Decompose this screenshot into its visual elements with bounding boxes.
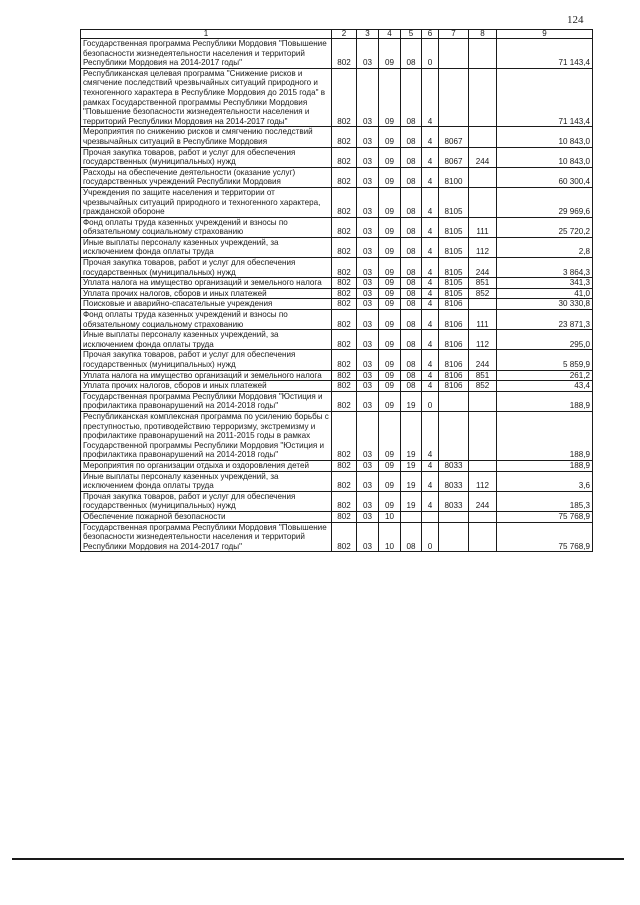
amount-cell: 188,9	[497, 391, 593, 411]
row-name-cell: Уплата налога на имущество организаций и земельного налога	[81, 370, 332, 381]
row-name-cell: Учреждения по защите населения и территории от чрезвычайных ситуаций природного и техногенного характера, гражданской обороне	[81, 187, 332, 217]
row-name-cell: Уплата налога на имущество организаций и земельного налога	[81, 278, 332, 289]
code-cell: 802	[332, 491, 357, 511]
code-cell: 08	[401, 381, 422, 392]
code-cell: 09	[379, 491, 401, 511]
row-name-cell: Фонд оплаты труда казенных учреждений и взносы по обязательному социальному страхованию	[81, 310, 332, 330]
code-cell	[469, 522, 497, 552]
code-cell: 08	[401, 522, 422, 552]
code-cell: 4	[422, 127, 439, 147]
page-number: 124	[567, 14, 584, 26]
code-cell: 802	[332, 68, 357, 127]
code-cell	[469, 167, 497, 187]
table-row	[81, 237, 593, 257]
code-cell: 8105	[439, 237, 469, 257]
amount-cell: 10 843,0	[497, 147, 593, 167]
table-row	[81, 411, 593, 460]
code-cell	[439, 68, 469, 127]
code-cell: 03	[357, 167, 379, 187]
code-cell: 111	[469, 217, 497, 237]
code-cell: 09	[379, 187, 401, 217]
code-cell	[439, 511, 469, 522]
code-cell: 244	[469, 491, 497, 511]
code-cell: 03	[357, 310, 379, 330]
code-cell: 8067	[439, 147, 469, 167]
code-cell: 03	[357, 187, 379, 217]
code-cell: 802	[332, 258, 357, 278]
code-cell: 03	[357, 460, 379, 471]
code-cell: 802	[332, 381, 357, 392]
amount-cell: 3 864,3	[497, 258, 593, 278]
row-name-cell: Мероприятия по снижению рисков и смягчению последствий чрезвычайных ситуаций в Республике Мордовия	[81, 127, 332, 147]
row-name-cell: Уплата прочих налогов, сборов и иных платежей	[81, 288, 332, 299]
code-cell: 09	[379, 299, 401, 310]
code-cell: 19	[401, 491, 422, 511]
code-cell: 09	[379, 258, 401, 278]
row-name-cell: Государственная программа Республики Мордовия "Повышение безопасности жизнедеятельности населения и территорий Республики Мордовия на 2014-2017 годы"	[81, 522, 332, 552]
amount-cell: 29 969,6	[497, 187, 593, 217]
code-cell: 802	[332, 187, 357, 217]
table-body	[81, 39, 593, 552]
code-cell: 10	[379, 522, 401, 552]
code-cell	[469, 187, 497, 217]
table-row	[81, 288, 593, 299]
code-cell: 8106	[439, 310, 469, 330]
code-cell: 802	[332, 147, 357, 167]
code-cell: 03	[357, 68, 379, 127]
code-cell: 08	[401, 147, 422, 167]
row-name-cell: Прочая закупка товаров, работ и услуг для обеспечения государственных (муниципальных) нужд	[81, 350, 332, 370]
table-row	[81, 127, 593, 147]
code-cell: 802	[332, 391, 357, 411]
code-cell	[401, 511, 422, 522]
code-cell: 244	[469, 147, 497, 167]
table-row	[81, 167, 593, 187]
code-cell: 19	[401, 391, 422, 411]
table-row	[81, 147, 593, 167]
amount-cell: 71 143,4	[497, 68, 593, 127]
code-cell: 112	[469, 237, 497, 257]
code-cell: 112	[469, 471, 497, 491]
code-cell: 03	[357, 258, 379, 278]
code-cell: 19	[401, 460, 422, 471]
code-cell: 03	[357, 39, 379, 69]
amount-cell: 75 768,9	[497, 522, 593, 552]
row-name-cell: Республиканская целевая программа "Снижение рисков и смягчение последствий чрезвычайных ситуаций природного и техногенного характера в Республике Мордовия до 2015 года" в рамках Государственной программы Республики Мордовия "Повышение безопасности жизнедеятельности населения и территорий Республики Мордовия на 2014-2017 годы"	[81, 68, 332, 127]
amount-cell: 3,6	[497, 471, 593, 491]
code-cell: 03	[357, 471, 379, 491]
code-cell	[469, 127, 497, 147]
amount-cell: 5 859,9	[497, 350, 593, 370]
code-cell: 19	[401, 411, 422, 460]
code-cell: 4	[422, 350, 439, 370]
row-name-cell: Государственная программа Республики Мордовия "Повышение безопасности жизнедеятельности населения и территорий Республики Мордовия на 2014-2017 годы"	[81, 39, 332, 69]
row-name-cell: Фонд оплаты труда казенных учреждений и взносы по обязательному социальному страхованию	[81, 217, 332, 237]
table-row	[81, 217, 593, 237]
code-cell: 03	[357, 299, 379, 310]
code-cell: 4	[422, 167, 439, 187]
code-cell: 08	[401, 68, 422, 127]
code-cell: 03	[357, 511, 379, 522]
amount-cell: 188,9	[497, 460, 593, 471]
code-cell	[469, 391, 497, 411]
code-cell: 09	[379, 217, 401, 237]
code-cell: 4	[422, 310, 439, 330]
code-cell	[469, 460, 497, 471]
code-cell: 09	[379, 381, 401, 392]
code-cell: 8106	[439, 299, 469, 310]
code-cell: 08	[401, 237, 422, 257]
column-header: 1	[81, 30, 332, 39]
code-cell: 08	[401, 299, 422, 310]
code-cell: 8067	[439, 127, 469, 147]
code-cell: 4	[422, 491, 439, 511]
code-cell: 4	[422, 187, 439, 217]
code-cell: 4	[422, 460, 439, 471]
column-header: 5	[401, 30, 422, 39]
code-cell: 09	[379, 39, 401, 69]
code-cell: 08	[401, 39, 422, 69]
column-header: 6	[422, 30, 439, 39]
budget-table	[80, 29, 593, 552]
code-cell	[469, 411, 497, 460]
code-cell: 8105	[439, 258, 469, 278]
code-cell: 09	[379, 288, 401, 299]
code-cell	[469, 39, 497, 69]
code-cell: 08	[401, 330, 422, 350]
code-cell: 4	[422, 288, 439, 299]
code-cell: 802	[332, 310, 357, 330]
table-row	[81, 39, 593, 69]
code-cell: 802	[332, 167, 357, 187]
column-header: 3	[357, 30, 379, 39]
code-cell: 802	[332, 330, 357, 350]
code-cell: 111	[469, 310, 497, 330]
row-name-cell: Обеспечение пожарной безопасности	[81, 511, 332, 522]
code-cell: 8105	[439, 278, 469, 289]
table-row	[81, 381, 593, 392]
column-header: 2	[332, 30, 357, 39]
row-name-cell: Расходы на обеспечение деятельности (оказание услуг) государственных учреждений Республики Мордовия	[81, 167, 332, 187]
code-cell: 4	[422, 299, 439, 310]
amount-cell: 75 768,9	[497, 511, 593, 522]
code-cell: 09	[379, 471, 401, 491]
code-cell	[439, 39, 469, 69]
code-cell: 19	[401, 471, 422, 491]
code-cell: 08	[401, 370, 422, 381]
code-cell: 4	[422, 471, 439, 491]
table-row	[81, 491, 593, 511]
code-cell: 851	[469, 370, 497, 381]
code-cell: 112	[469, 330, 497, 350]
code-cell: 8106	[439, 370, 469, 381]
code-cell: 03	[357, 278, 379, 289]
code-cell: 802	[332, 522, 357, 552]
table-row	[81, 460, 593, 471]
code-cell: 0	[422, 522, 439, 552]
code-cell: 03	[357, 522, 379, 552]
code-cell: 09	[379, 167, 401, 187]
table-row	[81, 258, 593, 278]
code-cell: 4	[422, 278, 439, 289]
code-cell: 852	[469, 381, 497, 392]
row-name-cell: Государственная программа Республики Мордовия "Юстиция и профилактика правонарушений на 2014-2018 годы"	[81, 391, 332, 411]
amount-cell: 41,0	[497, 288, 593, 299]
code-cell: 08	[401, 350, 422, 370]
amount-cell: 23 871,3	[497, 310, 593, 330]
row-name-cell: Прочая закупка товаров, работ и услуг для обеспечения государственных (муниципальных) нужд	[81, 491, 332, 511]
column-header: 9	[497, 30, 593, 39]
code-cell: 03	[357, 391, 379, 411]
code-cell: 4	[422, 217, 439, 237]
code-cell: 4	[422, 68, 439, 127]
code-cell: 8033	[439, 460, 469, 471]
code-cell: 8105	[439, 217, 469, 237]
code-cell: 802	[332, 471, 357, 491]
row-name-cell: Иные выплаты персоналу казенных учреждений, за исключением фонда оплаты труда	[81, 471, 332, 491]
code-cell	[422, 511, 439, 522]
column-header: 4	[379, 30, 401, 39]
amount-cell: 261,2	[497, 370, 593, 381]
code-cell: 851	[469, 278, 497, 289]
amount-cell: 2,8	[497, 237, 593, 257]
row-name-cell: Иные выплаты персоналу казенных учреждений, за исключением фонда оплаты труда	[81, 330, 332, 350]
code-cell: 8033	[439, 491, 469, 511]
amount-cell: 341,3	[497, 278, 593, 289]
amount-cell: 30 330,8	[497, 299, 593, 310]
code-cell: 09	[379, 68, 401, 127]
code-cell: 10	[379, 511, 401, 522]
code-cell: 802	[332, 217, 357, 237]
code-cell: 08	[401, 258, 422, 278]
code-cell: 03	[357, 288, 379, 299]
table-row	[81, 370, 593, 381]
code-cell: 03	[357, 350, 379, 370]
code-cell: 802	[332, 288, 357, 299]
code-cell: 03	[357, 381, 379, 392]
code-cell	[469, 299, 497, 310]
code-cell	[469, 68, 497, 127]
row-name-cell: Республиканская комплексная программа по усилению борьбы с преступностью, противодействию терроризму, экстремизму и профилактике правонарушений на 2011-2015 годы в рамках Государственной программы Республики Мордовия "Юстиция и профилактика правонарушений на 2014-2018 годы"	[81, 411, 332, 460]
code-cell: 03	[357, 330, 379, 350]
code-cell: 8033	[439, 471, 469, 491]
code-cell: 8105	[439, 288, 469, 299]
code-cell: 08	[401, 278, 422, 289]
code-cell: 4	[422, 411, 439, 460]
code-cell	[439, 522, 469, 552]
code-cell: 802	[332, 39, 357, 69]
amount-cell: 25 720,2	[497, 217, 593, 237]
table-row	[81, 350, 593, 370]
code-cell: 4	[422, 330, 439, 350]
code-cell: 802	[332, 350, 357, 370]
code-cell: 802	[332, 511, 357, 522]
code-cell: 03	[357, 370, 379, 381]
code-cell: 09	[379, 460, 401, 471]
amount-cell: 188,9	[497, 411, 593, 460]
code-cell: 4	[422, 258, 439, 278]
code-cell: 09	[379, 350, 401, 370]
code-cell: 09	[379, 147, 401, 167]
code-cell: 08	[401, 217, 422, 237]
code-cell: 08	[401, 187, 422, 217]
code-cell: 09	[379, 237, 401, 257]
code-cell: 802	[332, 411, 357, 460]
code-cell: 802	[332, 370, 357, 381]
code-cell: 802	[332, 299, 357, 310]
table-row	[81, 330, 593, 350]
table-row	[81, 299, 593, 310]
code-cell	[439, 411, 469, 460]
header-row	[81, 30, 593, 39]
code-cell: 802	[332, 237, 357, 257]
table-row	[81, 310, 593, 330]
code-cell: 8106	[439, 330, 469, 350]
amount-cell: 295,0	[497, 330, 593, 350]
amount-cell: 43,4	[497, 381, 593, 392]
code-cell: 03	[357, 491, 379, 511]
code-cell	[469, 511, 497, 522]
code-cell: 802	[332, 127, 357, 147]
code-cell: 09	[379, 310, 401, 330]
code-cell: 03	[357, 411, 379, 460]
table-row	[81, 511, 593, 522]
code-cell: 244	[469, 350, 497, 370]
code-cell: 09	[379, 370, 401, 381]
code-cell	[439, 391, 469, 411]
code-cell: 8106	[439, 350, 469, 370]
code-cell: 244	[469, 258, 497, 278]
code-cell: 09	[379, 391, 401, 411]
code-cell: 0	[422, 391, 439, 411]
code-cell: 03	[357, 217, 379, 237]
code-cell: 08	[401, 288, 422, 299]
code-cell: 8106	[439, 381, 469, 392]
code-cell: 4	[422, 147, 439, 167]
table-row	[81, 471, 593, 491]
amount-cell: 10 843,0	[497, 127, 593, 147]
code-cell: 03	[357, 147, 379, 167]
code-cell: 802	[332, 278, 357, 289]
row-name-cell: Прочая закупка товаров, работ и услуг для обеспечения государственных (муниципальных) нужд	[81, 258, 332, 278]
table-row	[81, 278, 593, 289]
column-header: 8	[469, 30, 497, 39]
code-cell: 4	[422, 237, 439, 257]
amount-cell: 60 300,4	[497, 167, 593, 187]
amount-cell: 185,3	[497, 491, 593, 511]
code-cell: 0	[422, 39, 439, 69]
row-name-cell: Иные выплаты персоналу казенных учреждений, за исключением фонда оплаты труда	[81, 237, 332, 257]
code-cell: 08	[401, 167, 422, 187]
code-cell: 09	[379, 278, 401, 289]
code-cell: 8105	[439, 187, 469, 217]
table-row	[81, 522, 593, 552]
code-cell: 03	[357, 127, 379, 147]
code-cell: 09	[379, 127, 401, 147]
code-cell: 08	[401, 127, 422, 147]
table-row	[81, 68, 593, 127]
column-header: 7	[439, 30, 469, 39]
row-name-cell: Прочая закупка товаров, работ и услуг для обеспечения государственных (муниципальных) нужд	[81, 147, 332, 167]
code-cell: 09	[379, 330, 401, 350]
row-name-cell: Поисковые и аварийно-спасательные учреждения	[81, 299, 332, 310]
row-name-cell: Мероприятия по организации отдыха и оздоровления детей	[81, 460, 332, 471]
code-cell: 4	[422, 370, 439, 381]
bottom-rule	[12, 858, 624, 860]
amount-cell: 71 143,4	[497, 39, 593, 69]
code-cell: 852	[469, 288, 497, 299]
row-name-cell: Уплата прочих налогов, сборов и иных платежей	[81, 381, 332, 392]
code-cell: 8100	[439, 167, 469, 187]
table-row	[81, 391, 593, 411]
table-row	[81, 187, 593, 217]
code-cell: 03	[357, 237, 379, 257]
code-cell: 09	[379, 411, 401, 460]
code-cell: 08	[401, 310, 422, 330]
code-cell: 802	[332, 460, 357, 471]
code-cell: 4	[422, 381, 439, 392]
